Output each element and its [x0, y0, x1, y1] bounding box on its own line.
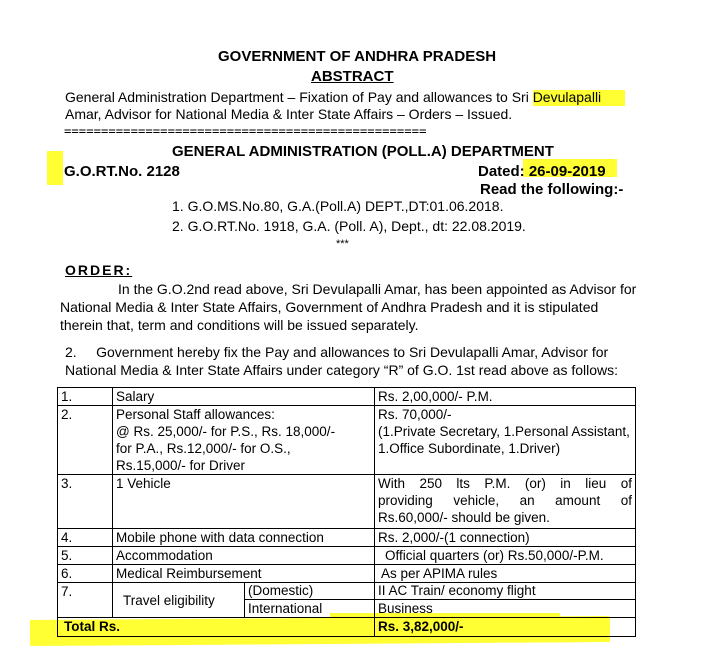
row-number: 7. [58, 583, 113, 618]
table-row [58, 583, 636, 618]
row-amount: Rs. 2,000/-(1 connection) [375, 529, 636, 547]
dated-value: 26-09-2019 [528, 163, 606, 180]
department-heading: GENERAL ADMINISTRATION (POLL.A) DEPARTMENT [172, 143, 554, 160]
travel-label: Travel eligibility [123, 592, 215, 608]
row-item: Accommodation [113, 547, 375, 565]
highlighted-name: Sri Devulapalli [511, 89, 602, 105]
para2-line-1: 2. Government hereby fix the Pay and allowances to Sri Devulapalli Amar, Advisor for [65, 344, 609, 360]
para1-line-1: In the G.O.2nd read above, Sri Devulapalli Amar, has been appointed as Advisor for [118, 281, 637, 297]
order-heading: ORDER: [65, 262, 133, 278]
government-heading: GOVERNMENT OF ANDHRA PRADESH [218, 48, 497, 65]
travel-cell [113, 583, 375, 618]
row-item: Mobile phone with data connection [113, 529, 375, 547]
travel-domestic: (Domestic) [245, 583, 374, 600]
total-label: Total Rs. [58, 618, 375, 637]
reference-2: 2. G.O.RT.No. 1918, G.A. (Poll. A), Dept., dt: 22.08.2019. [172, 218, 526, 234]
para1-line-3: therein that, term and conditions will be issued separately. [60, 317, 419, 333]
row-item: Personal Staff allowances: @ Rs. 25,000/- for P.S., Rs. 18,000/- for P.A., Rs.12,000/- for O.S., Rs.15,000/- for Driver [113, 406, 375, 475]
subject-line-1: General Administration Department – Fixation of Pay and allowances to Sri Devulapalli [65, 89, 602, 105]
table-row [58, 547, 636, 565]
travel-international: International [248, 601, 323, 616]
row-amount: Official quarters (or) Rs.50,000/-P.M. [375, 547, 636, 565]
table-row [58, 565, 636, 583]
read-following: Read the following:- [480, 181, 624, 198]
table-row [58, 529, 636, 547]
dated-line: Dated: 26-09-2019 [478, 163, 606, 180]
row-amount [375, 583, 636, 618]
para2-line-2: National Media & Inter State Affairs under category “R” of G.O. 1st read above as follows: [65, 362, 619, 378]
highlight-mark-left [47, 151, 63, 185]
reference-1: 1. G.O.MS.No.80, G.A.(Poll.A) DEPT.,DT:01.06.2018. [172, 198, 504, 214]
travel-domestic-amount: II AC Train/ economy flight [375, 583, 635, 600]
row-number: 6. [58, 565, 113, 583]
table-row [58, 475, 636, 529]
row-amount: Rs. 70,000/- (1.Private Secretary, 1.Personal Assistant, 1.Office Subordinate, 1.Driver) [375, 406, 636, 475]
separator-line: ================================================= [64, 124, 427, 138]
para1-line-2: National Media & Inter State Affairs, Government of Andhra Pradesh and it is stipulated [60, 299, 599, 315]
total-row [58, 618, 636, 637]
row-item: Medical Reimbursement [113, 565, 375, 583]
go-number: G.O.RT.No. 2128 [64, 163, 180, 180]
row-number: 4. [58, 529, 113, 547]
row-amount: Rs. 2,00,000/- P.M. [375, 388, 636, 406]
abstract-heading: ABSTRACT [311, 68, 394, 85]
row-item: 1 Vehicle [113, 475, 375, 529]
total-value: Rs. 3,82,000/- [375, 618, 636, 637]
row-amount: As per APIMA rules [375, 565, 636, 583]
row-number: 3. [58, 475, 113, 529]
separator-stars: *** [336, 238, 349, 250]
row-number: 1. [58, 388, 113, 406]
row-number: 5. [58, 547, 113, 565]
row-amount: With 250 lts P.M. (or) in lieu of providing vehicle, an amount of Rs.60,000/- should be given. [375, 475, 636, 529]
subject-line-2: Amar, Advisor for National Media & Inter State Affairs – Orders – Issued. [65, 106, 513, 122]
table-row [58, 406, 636, 475]
pay-allowances-table [57, 387, 636, 637]
row-item: Salary [113, 388, 375, 406]
row-number: 2. [58, 406, 113, 475]
table-row [58, 388, 636, 406]
travel-international-amount: Business [378, 601, 433, 616]
